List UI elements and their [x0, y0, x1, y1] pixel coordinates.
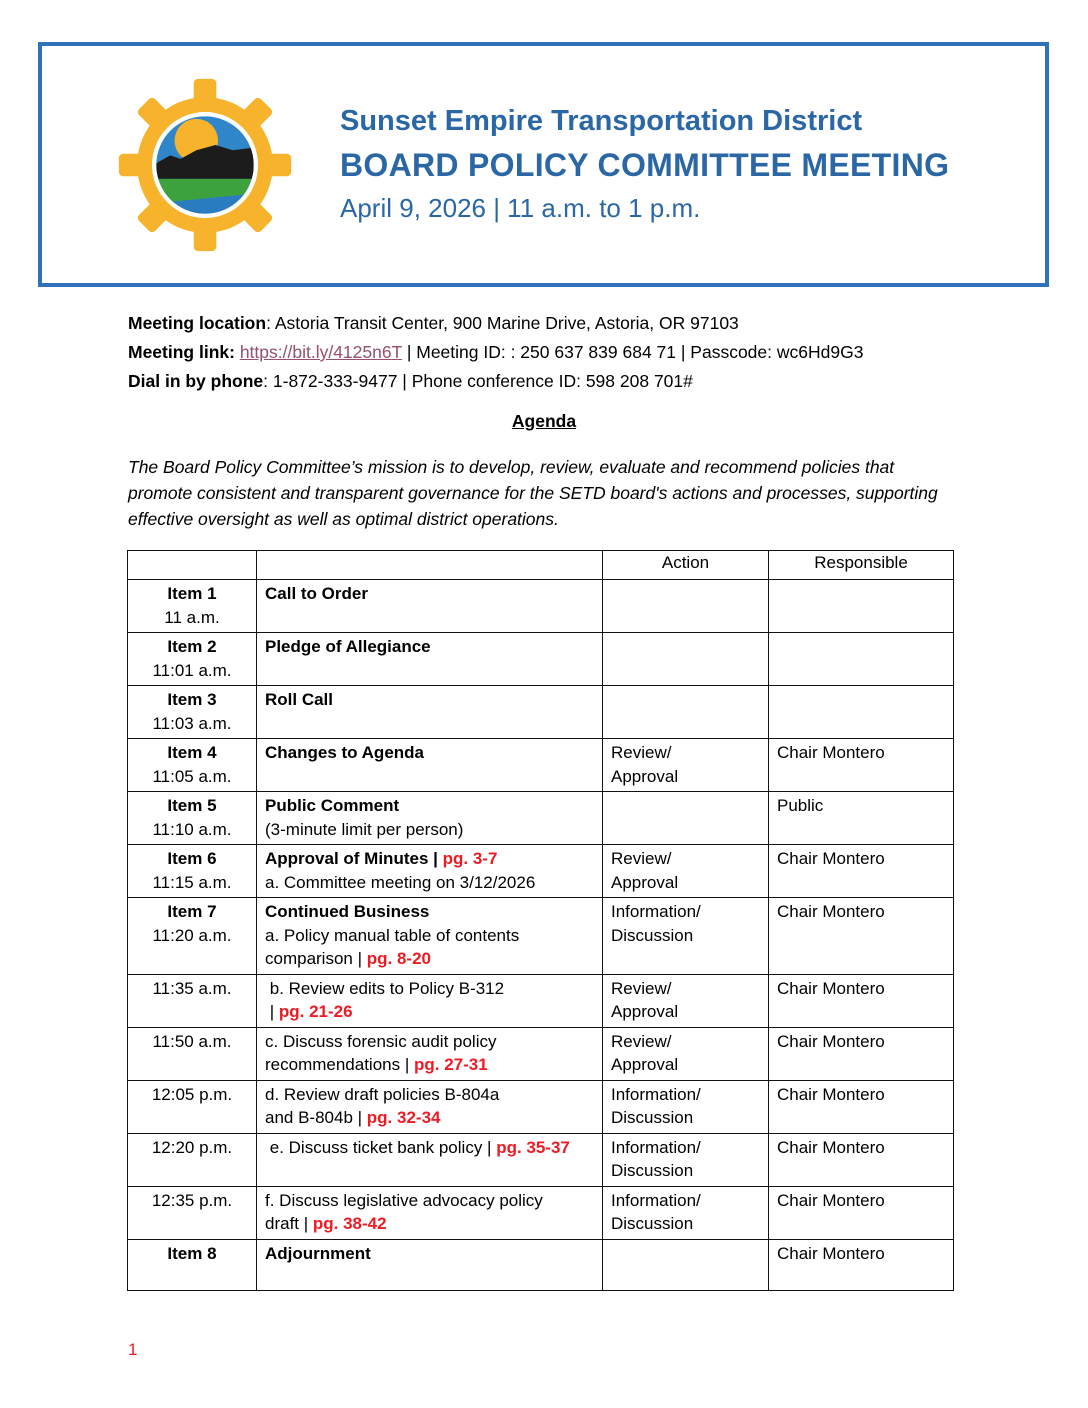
- agenda-row: [128, 898, 954, 975]
- text-segment: a. Policy manual table of contents: [265, 925, 520, 945]
- text-segment: pg. 38-42: [312, 1214, 387, 1233]
- text-segment: Public Comment: [265, 796, 400, 815]
- item-cell: [128, 1133, 257, 1186]
- topic-line: [265, 818, 594, 842]
- agenda-row: [128, 686, 954, 739]
- agenda-row: [128, 739, 954, 792]
- topic-line: [265, 582, 594, 606]
- topic-line: [265, 947, 594, 971]
- action-line: Information/: [611, 1190, 701, 1210]
- action-cell: [603, 974, 769, 1027]
- topic-line: [265, 1053, 594, 1077]
- agenda-row: [128, 974, 954, 1027]
- topic-cell: [257, 898, 603, 975]
- meeting-datetime: April 9, 2026 | 11 a.m. to 1 p.m.: [340, 193, 701, 223]
- topic-line: [265, 1030, 594, 1054]
- action-line: Approval: [611, 1055, 679, 1074]
- document-header: [38, 42, 1049, 287]
- item-number: Item 5: [167, 796, 217, 815]
- column-header: [128, 551, 257, 580]
- action-line: Review/: [611, 1031, 672, 1051]
- text-segment: Adjournment: [265, 1243, 371, 1263]
- setd-gear-logo: [118, 78, 292, 252]
- agenda-table: [127, 550, 954, 1291]
- responsible-cell: Chair Montero: [769, 898, 954, 975]
- text-segment: Meeting link:: [128, 342, 235, 362]
- responsible-cell: Chair Montero: [769, 845, 954, 898]
- meeting-info-line: [128, 367, 863, 396]
- agenda-row: [128, 1186, 954, 1239]
- responsible-cell: [769, 633, 954, 686]
- item-cell: [128, 898, 257, 975]
- org-name: Sunset Empire Transportation District: [340, 105, 863, 137]
- action-line: Review/: [611, 743, 672, 762]
- topic-line: [265, 847, 594, 871]
- item-time: 11:05 a.m.: [152, 766, 232, 786]
- item-number: Item 3: [167, 690, 217, 709]
- action-cell: [603, 792, 769, 845]
- topic-line: [265, 977, 594, 1001]
- text-segment: and B-804b |: [265, 1108, 367, 1127]
- text-segment: pg. 35-37: [496, 1137, 570, 1157]
- responsible-cell: [769, 580, 954, 633]
- text-segment: e. Discuss ticket bank policy |: [265, 1137, 497, 1157]
- text-segment: Pledge of Allegiance: [265, 637, 431, 656]
- text-segment: f. Discuss legislative advocacy policy: [265, 1190, 543, 1210]
- responsible-cell: Chair Montero: [769, 1186, 954, 1239]
- topic-cell: [257, 739, 603, 792]
- action-line: Review/: [611, 849, 672, 868]
- text-segment: Roll Call: [265, 690, 334, 709]
- item-number: Item 4: [167, 743, 217, 762]
- action-line: Approval: [611, 766, 679, 786]
- topic-cell: [257, 686, 603, 739]
- item-number: Item 8: [167, 1243, 217, 1263]
- action-cell: [603, 633, 769, 686]
- topic-cell: [257, 1239, 603, 1290]
- item-time: 11:03 a.m.: [152, 713, 232, 733]
- action-line: Approval: [611, 1002, 679, 1021]
- topic-line: [265, 688, 594, 712]
- text-segment: Continued Business: [265, 902, 430, 921]
- action-cell: [603, 1080, 769, 1133]
- item-cell: [128, 633, 257, 686]
- text-segment: d. Review draft policies B-804a: [265, 1084, 500, 1104]
- action-cell: [603, 1133, 769, 1186]
- action-line: Approval: [611, 872, 679, 892]
- agenda-row: [128, 633, 954, 686]
- meeting-info: [128, 309, 863, 396]
- text-segment: pg. 27-31: [413, 1055, 488, 1074]
- item-cell: [128, 1027, 257, 1080]
- agenda-heading: Agenda: [511, 411, 577, 431]
- topic-line: [265, 1000, 594, 1024]
- text-segment: Dial in by phone: [128, 371, 264, 391]
- action-line: Review/: [611, 978, 672, 998]
- item-cell: [128, 845, 257, 898]
- action-cell: [603, 845, 769, 898]
- responsible-cell: Chair Montero: [769, 974, 954, 1027]
- text-segment: : Astoria Transit Center, 900 Marine Drive, Astoria, OR 97103: [266, 313, 739, 333]
- responsible-cell: Chair Montero: [769, 739, 954, 792]
- action-line: Information/: [611, 902, 701, 921]
- action-line: Discussion: [611, 1214, 694, 1233]
- topic-line: [265, 1189, 594, 1213]
- topic-line: [265, 1106, 594, 1130]
- item-cell: [128, 792, 257, 845]
- action-cell: [603, 686, 769, 739]
- header-title-block: [340, 100, 949, 229]
- text-segment: | Meeting ID: : 250 637 839 684 71 | Passcode: wc6Hd9G3: [401, 342, 864, 362]
- item-time: 11:50 a.m.: [152, 1031, 232, 1051]
- text-segment: : 1-872-333-9477 | Phone conference ID: 598 208 701#: [263, 371, 693, 391]
- agenda-row: [128, 792, 954, 845]
- agenda-row: [128, 580, 954, 633]
- item-time: 12:35 p.m.: [151, 1190, 233, 1210]
- text-segment: pg. 8-20: [366, 949, 431, 968]
- item-cell: [128, 739, 257, 792]
- topic-line: [265, 741, 594, 765]
- text-segment: comparison |: [265, 949, 367, 968]
- meeting-info-line: [128, 309, 863, 338]
- responsible-cell: [769, 686, 954, 739]
- column-header: [257, 551, 603, 580]
- topic-cell: [257, 1080, 603, 1133]
- meeting-link[interactable]: https://bit.ly/4125n6T: [239, 342, 402, 362]
- item-time: 12:05 p.m.: [151, 1084, 233, 1104]
- responsible-cell: Chair Montero: [769, 1133, 954, 1186]
- topic-line: [265, 1083, 594, 1107]
- meeting-info-line: [128, 338, 863, 367]
- action-cell: [603, 739, 769, 792]
- agenda-row: [128, 1239, 954, 1290]
- item-time: 11:10 a.m.: [152, 819, 232, 839]
- text-segment: a. Committee meeting on 3/12/2026: [265, 872, 536, 892]
- text-segment: Approval of Minutes |: [265, 849, 443, 868]
- action-line: Discussion: [611, 1161, 694, 1180]
- topic-cell: [257, 974, 603, 1027]
- item-number: Item 7: [167, 902, 217, 921]
- action-cell: [603, 898, 769, 975]
- text-segment: |: [265, 1002, 279, 1021]
- item-number: Item 6: [167, 849, 217, 868]
- action-cell: [603, 1027, 769, 1080]
- item-number: Item 2: [167, 637, 217, 656]
- item-cell: [128, 686, 257, 739]
- action-line: Information/: [611, 1137, 701, 1157]
- column-header: Responsible: [769, 551, 954, 580]
- agenda-row: [128, 845, 954, 898]
- item-cell: [128, 1239, 257, 1290]
- topic-cell: [257, 580, 603, 633]
- topic-line: [265, 635, 594, 659]
- responsible-cell: Public: [769, 792, 954, 845]
- topic-line: [265, 1242, 594, 1266]
- item-time: 11:01 a.m.: [152, 660, 232, 680]
- item-cell: [128, 974, 257, 1027]
- topic-cell: [257, 1027, 603, 1080]
- text-segment: draft |: [265, 1214, 313, 1233]
- topic-cell: [257, 1133, 603, 1186]
- text-segment: b. Review edits to Policy B-312: [265, 978, 505, 998]
- agenda-table-body: [128, 580, 954, 1291]
- action-line: Information/: [611, 1084, 701, 1104]
- text-segment: pg. 21-26: [278, 1002, 353, 1021]
- topic-cell: [257, 633, 603, 686]
- topic-line: [265, 871, 594, 895]
- responsible-cell: Chair Montero: [769, 1027, 954, 1080]
- topic-line: [265, 900, 594, 924]
- topic-line: [265, 1136, 594, 1160]
- text-segment: (3-minute limit per person): [265, 819, 464, 839]
- item-number: Item 1: [167, 584, 217, 603]
- item-cell: [128, 1186, 257, 1239]
- page-number: 1: [128, 1340, 138, 1359]
- text-segment: pg. 3-7: [442, 849, 498, 868]
- action-line: Discussion: [611, 925, 694, 945]
- item-time: 11:15 a.m.: [152, 872, 232, 892]
- action-line: Discussion: [611, 1108, 694, 1127]
- topic-cell: [257, 792, 603, 845]
- action-cell: [603, 580, 769, 633]
- agenda-row: [128, 1133, 954, 1186]
- item-time: 12:20 p.m.: [151, 1137, 233, 1157]
- text-segment: Call to Order: [265, 584, 368, 603]
- agenda-row: [128, 1080, 954, 1133]
- topic-line: [265, 924, 594, 948]
- mission-statement: The Board Policy Committee’s mission is to develop, review, evaluate and recommend policies that promote consistent and transparent governance for the SETD board's actions and processes, supporting effective oversight as well as optimal district operations.: [128, 457, 938, 529]
- text-segment: recommendations |: [265, 1055, 414, 1074]
- responsible-cell: Chair Montero: [769, 1080, 954, 1133]
- item-time: 11:35 a.m.: [152, 978, 232, 998]
- topic-cell: [257, 845, 603, 898]
- item-time: 11 a.m.: [164, 607, 220, 627]
- text-segment: Changes to Agenda: [265, 743, 424, 762]
- text-segment: Meeting location: [128, 313, 267, 333]
- text-segment: pg. 32-34: [366, 1108, 441, 1127]
- topic-line: [265, 1212, 594, 1236]
- text-segment: c. Discuss forensic audit policy: [265, 1031, 497, 1051]
- topic-line: [265, 794, 594, 818]
- item-time: 11:20 a.m.: [152, 925, 232, 945]
- agenda-table-header-row: [128, 551, 954, 580]
- item-cell: [128, 1080, 257, 1133]
- meeting-title: BOARD POLICY COMMITTEE MEETING: [340, 147, 950, 183]
- action-cell: [603, 1239, 769, 1290]
- column-header: Action: [603, 551, 769, 580]
- item-cell: [128, 580, 257, 633]
- action-cell: [603, 1186, 769, 1239]
- agenda-row: [128, 1027, 954, 1080]
- topic-cell: [257, 1186, 603, 1239]
- responsible-cell: Chair Montero: [769, 1239, 954, 1290]
